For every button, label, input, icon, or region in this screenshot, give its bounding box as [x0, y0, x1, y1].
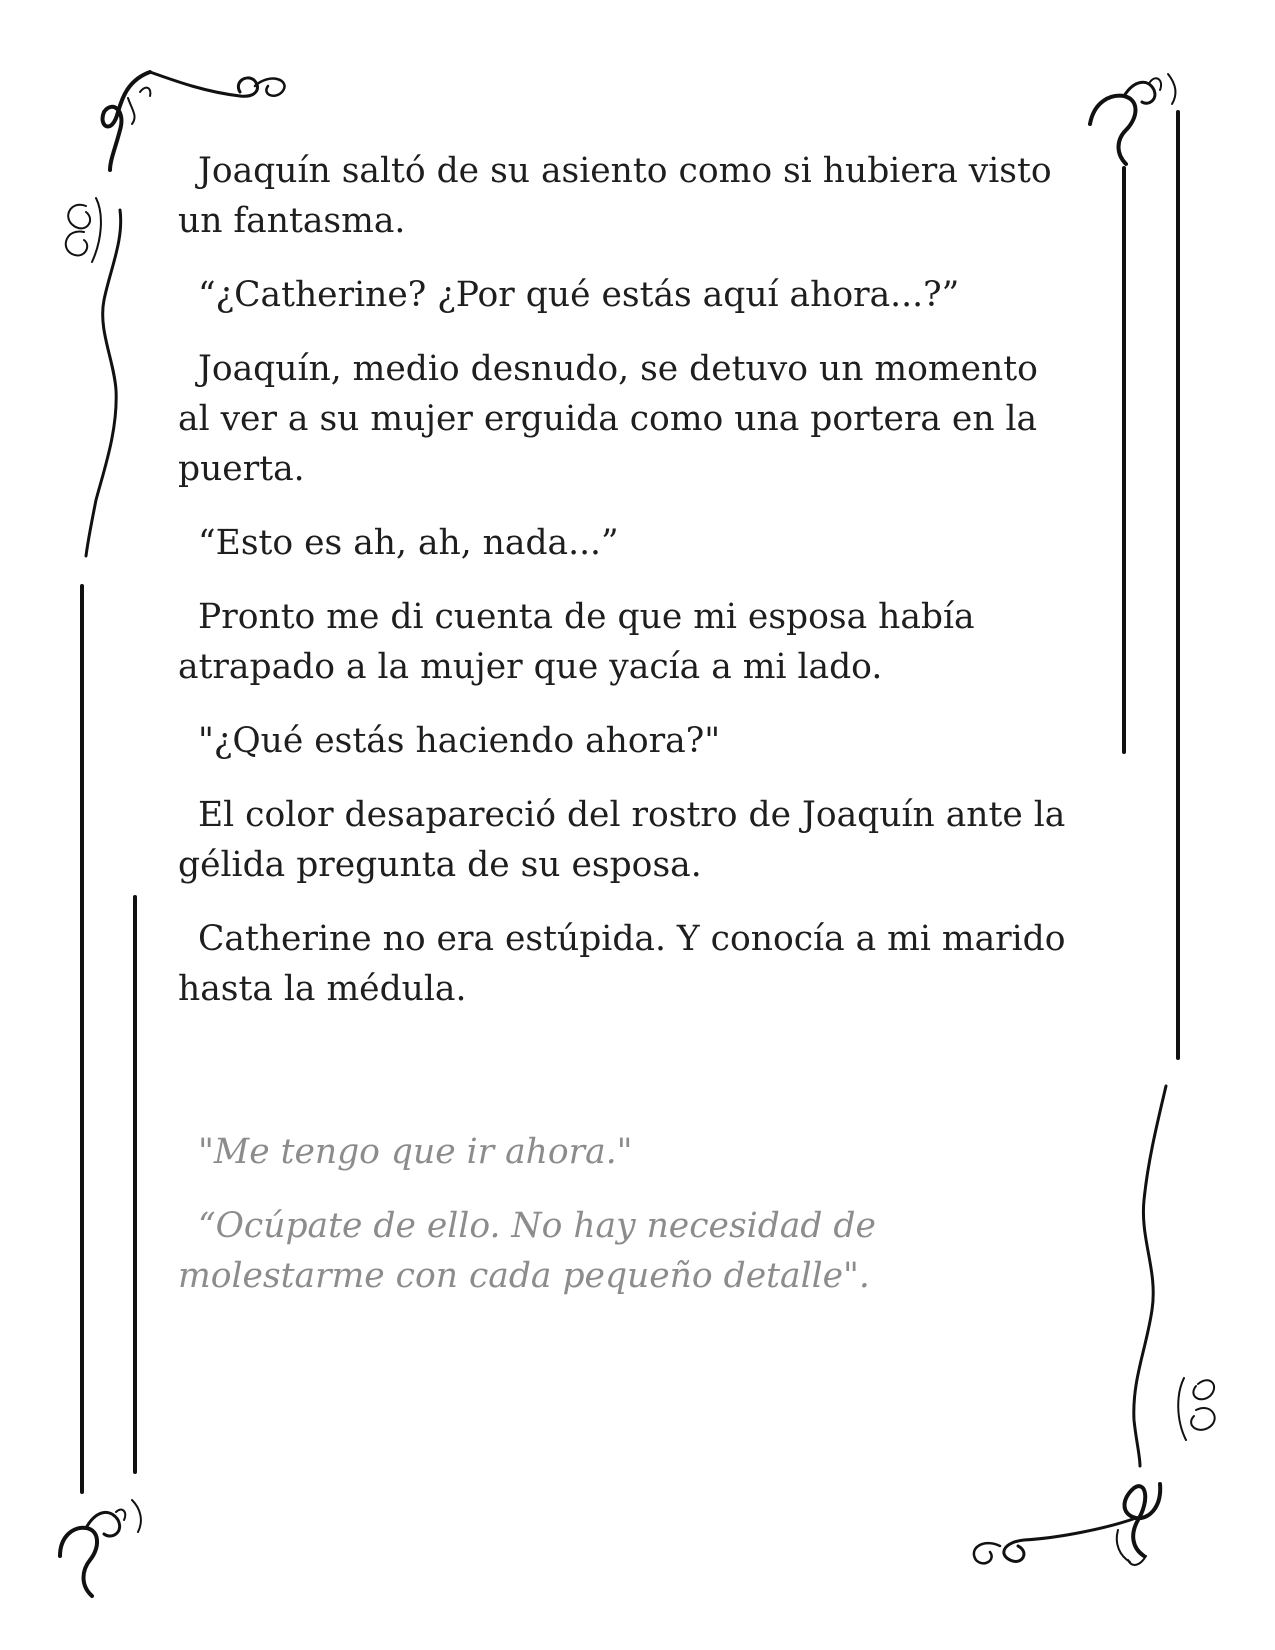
story-text	[178, 146, 1078, 1038]
italic-dialogue	[178, 1127, 1078, 1325]
paragraph-7: El color desapareció del rostro de Joaquín ante la gélida pregunta de su esposa.	[178, 795, 1066, 885]
paragraph-4: “Esto es ah, ah, nada...”	[198, 523, 619, 563]
paragraph-1: Joaquín saltó de su asiento como si hubiera visto un fantasma.	[178, 151, 1052, 241]
bottom-left-flourish	[60, 1500, 141, 1596]
italic-paragraph-1: "Me tengo que ir ahora."	[198, 1132, 633, 1172]
paragraph-8: Catherine no era estúpida. Y conocía a mi marido hasta la médula.	[178, 919, 1066, 1009]
paragraph-5: Pronto me di cuenta de que mi esposa había atrapado a la mujer que yacía a mi lado.	[178, 597, 975, 687]
top-right-flourish	[1090, 74, 1175, 164]
paragraph-6: "¿Qué estás haciendo ahora?"	[198, 721, 721, 761]
paragraph-2: “¿Catherine? ¿Por qué estás aquí ahora...?”	[198, 275, 960, 315]
paragraph-3: Joaquín, medio desnudo, se detuvo un momento al ver a su mujer erguida como una portera en la puerta.	[178, 349, 1038, 489]
italic-paragraph-2: “Ocúpate de ello. No hay necesidad de molestarme con cada pequeño detalle".	[178, 1206, 876, 1296]
